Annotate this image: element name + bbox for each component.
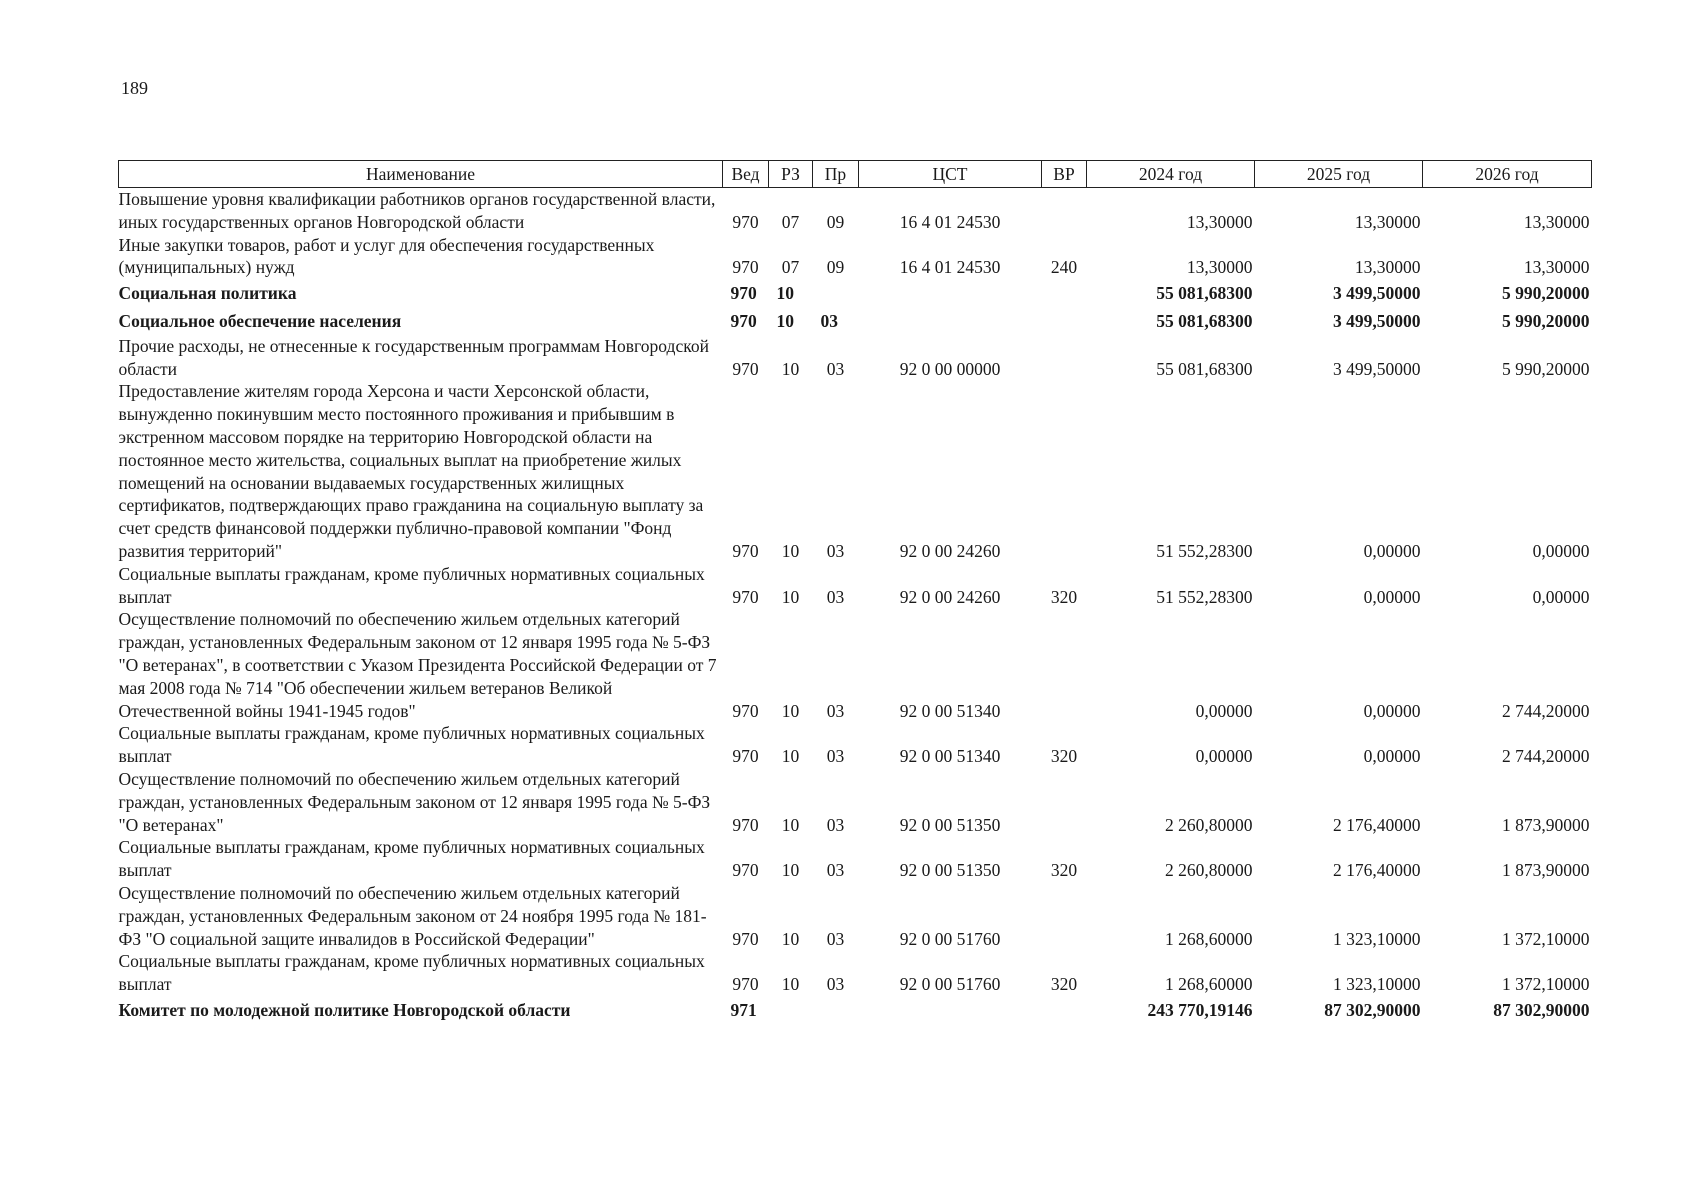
row-rz: 07 [781,211,800,232]
row-vr: 320 [1050,974,1078,995]
row-2025: 87 302,90000 [1324,999,1421,1020]
row-name: Повышение уровня квалификации работников органов государственной власти, иных государственных органов Новгородской области [118,189,716,232]
row-pr [813,996,859,1024]
row-name: Предоставление жителям города Херсона и части Херсонской области, вынужденно покинувшим место постоянного проживания и прибывшим в экстренном массовом порядке на территорию Новгородской области на постоянное место жительства, социальных выплат на приобретение жилых помещений на основании выдаваемых государственных жилищных сертификатов, подтверждающих право гражданина на социальную выплату за счет средств финансовой поддержки публично-правовой компании "Фонд развития территорий" [118,381,704,561]
row-rz: 07 [781,257,800,278]
row-rz: 10 [781,860,800,881]
row-2026: 5 990,20000 [1502,283,1590,304]
row-2026: 0,00000 [1532,586,1590,607]
row-pr: 03 [826,746,845,767]
row-2024: 13,30000 [1186,257,1253,278]
row-2026: 13,30000 [1523,211,1590,232]
row-rz: 10 [781,746,800,767]
row-pr: 03 [826,700,845,721]
row-2024: 243 770,19146 [1147,999,1253,1020]
row-vr [1042,996,1087,1024]
row-name: Комитет по молодежной политике Новгородской области [118,999,571,1020]
row-2024: 1 268,60000 [1165,928,1253,949]
row-name: Иные закупки товаров, работ и услуг для обеспечения государственных (муниципальных) нужд [118,234,655,278]
row-2026: 1 372,10000 [1502,974,1590,995]
row-2026: 87 302,90000 [1493,999,1590,1020]
row-2026: 5 990,20000 [1502,310,1590,331]
row-ved: 970 [730,310,757,331]
row-pr: 03 [826,540,845,561]
header-2025: 2025 год [1255,161,1423,188]
row-vr [1042,380,1087,562]
header-name: Наименование [119,161,723,188]
row-2025: 0,00000 [1363,586,1421,607]
row-pr: 03 [820,310,838,331]
table-row [119,188,1592,234]
row-pr: 09 [826,211,845,232]
row-cst: 92 0 00 24260 [899,586,1001,607]
row-2025: 3 499,50000 [1333,283,1421,304]
table-row [119,882,1592,950]
row-2025: 0,00000 [1363,746,1421,767]
header-2026: 2026 год [1423,161,1592,188]
row-vr: 320 [1050,746,1078,767]
header-rz: РЗ [769,161,813,188]
row-2025: 1 323,10000 [1333,928,1421,949]
row-vr: 240 [1050,257,1078,278]
row-vr: 320 [1050,586,1078,607]
row-ved: 970 [730,283,757,304]
row-vr [1042,279,1087,307]
row-ved: 970 [732,974,759,995]
page-number: 189 [121,78,148,98]
row-pr: 03 [826,928,845,949]
row-vr [1042,608,1087,722]
row-rz: 10 [776,310,794,331]
row-pr: 03 [826,974,845,995]
row-name: Социальные выплаты гражданам, кроме публичных нормативных социальных выплат [118,563,705,607]
row-2024: 1 268,60000 [1165,974,1253,995]
table-header [119,161,1592,188]
row-ved: 970 [732,860,759,881]
row-cst: 92 0 00 51340 [899,700,1001,721]
row-2024: 55 081,68300 [1156,358,1253,379]
row-pr: 03 [826,358,845,379]
row-2024: 2 260,80000 [1165,814,1253,835]
table-row [119,950,1592,996]
row-2026: 1 372,10000 [1502,928,1590,949]
row-pr: 03 [826,860,845,881]
row-2024: 51 552,28300 [1156,540,1253,561]
row-ved: 971 [730,999,757,1020]
row-rz: 10 [776,283,794,304]
row-name: Осуществление полномочий по обеспечению жильем отдельных категорий граждан, установленных Федеральным законом от 24 ноября 1995 года № 181-ФЗ "О социальной защите инвалидов в Российской Федерации" [118,882,707,949]
row-rz: 10 [781,974,800,995]
row-cst: 92 0 00 00000 [899,358,1001,379]
row-cst: 92 0 00 51340 [899,746,1001,767]
row-2026: 2 744,20000 [1502,746,1590,767]
table-row [119,380,1592,562]
row-name: Социальные выплаты гражданам, кроме публичных нормативных социальных выплат [118,723,705,767]
row-vr [1042,768,1087,836]
row-2024: 0,00000 [1195,700,1253,721]
row-cst [859,307,1042,335]
table-row-section [119,279,1592,307]
row-ved: 970 [732,586,759,607]
row-cst: 92 0 00 51760 [899,974,1001,995]
row-rz: 10 [781,700,800,721]
row-2025: 0,00000 [1363,540,1421,561]
row-cst: 92 0 00 24260 [899,540,1001,561]
header-cst: ЦСТ [859,161,1042,188]
table-body [119,188,1592,1024]
row-vr [1042,335,1087,381]
row-cst: 92 0 00 51350 [899,860,1001,881]
row-cst: 92 0 00 51350 [899,814,1001,835]
row-rz: 10 [781,928,800,949]
row-cst: 16 4 01 24530 [899,211,1001,232]
row-name: Осуществление полномочий по обеспечению жильем отдельных категорий граждан, установленных Федеральным законом от 12 января 1995 года № 5-ФЗ "О ветеранах", в соответствии с Указом Президента Российской Федерации от 7 мая 2008 года № 714 "Об обеспечении жильем ветеранов Великой Отечественной войны 1941-1945 годов" [118,609,717,721]
row-ved: 970 [732,211,759,232]
header-pr: Пр [813,161,859,188]
row-2025: 2 176,40000 [1333,860,1421,881]
row-2024: 55 081,68300 [1156,283,1253,304]
row-2026: 1 873,90000 [1502,814,1590,835]
row-vr: 320 [1050,860,1078,881]
row-cst [859,996,1042,1024]
row-cst: 16 4 01 24530 [899,257,1001,278]
header-vr: ВР [1042,161,1087,188]
row-pr: 03 [826,586,845,607]
table-row [119,836,1592,882]
table-row-section [119,307,1592,335]
row-pr [813,279,859,307]
row-cst: 92 0 00 51760 [899,928,1001,949]
header-row [119,161,1592,188]
row-ved: 970 [732,700,759,721]
budget-table [118,160,1592,1024]
row-name: Социальное обеспечение населения [118,310,402,331]
row-name: Социальные выплаты гражданам, кроме публичных нормативных социальных выплат [118,837,705,881]
header-ved: Вед [723,161,769,188]
row-2025: 0,00000 [1363,700,1421,721]
row-2026: 5 990,20000 [1502,358,1590,379]
table-row [119,768,1592,836]
row-vr [1042,188,1087,234]
row-2024: 55 081,68300 [1156,310,1253,331]
row-rz: 10 [781,586,800,607]
row-2025: 13,30000 [1354,257,1421,278]
header-2024: 2024 год [1087,161,1255,188]
table-row-section [119,996,1592,1024]
row-pr: 09 [826,257,845,278]
row-2026: 1 873,90000 [1502,860,1590,881]
row-2026: 2 744,20000 [1502,700,1590,721]
row-ved: 970 [732,814,759,835]
row-2026: 0,00000 [1532,540,1590,561]
row-ved: 970 [732,358,759,379]
row-ved: 970 [732,746,759,767]
row-vr [1042,307,1087,335]
row-name: Осуществление полномочий по обеспечению жильем отдельных категорий граждан, установленных Федеральным законом от 12 января 1995 года № 5-ФЗ "О ветеранах" [118,768,711,835]
row-name: Социальные выплаты гражданам, кроме публичных нормативных социальных выплат [118,951,705,995]
row-2024: 13,30000 [1186,211,1253,232]
table-row [119,563,1592,609]
row-2024: 0,00000 [1195,746,1253,767]
row-2026: 13,30000 [1523,257,1590,278]
row-ved: 970 [732,540,759,561]
row-pr: 03 [826,814,845,835]
row-2024: 2 260,80000 [1165,860,1253,881]
row-2024: 51 552,28300 [1156,586,1253,607]
table-row [119,608,1592,722]
row-ved: 970 [732,257,759,278]
row-2025: 3 499,50000 [1333,310,1421,331]
row-2025: 2 176,40000 [1333,814,1421,835]
row-rz: 10 [781,814,800,835]
row-name: Социальная политика [118,283,297,304]
row-name: Прочие расходы, не отнесенные к государственным программам Новгородской области [118,335,709,379]
table-row [119,722,1592,768]
row-vr [1042,882,1087,950]
row-cst [859,279,1042,307]
table-row [119,234,1592,280]
table-row [119,335,1592,381]
row-ved: 970 [732,928,759,949]
row-rz: 10 [781,540,800,561]
row-rz [769,996,813,1024]
row-rz: 10 [781,358,800,379]
row-2025: 1 323,10000 [1333,974,1421,995]
row-2025: 3 499,50000 [1333,358,1421,379]
row-2025: 13,30000 [1354,211,1421,232]
